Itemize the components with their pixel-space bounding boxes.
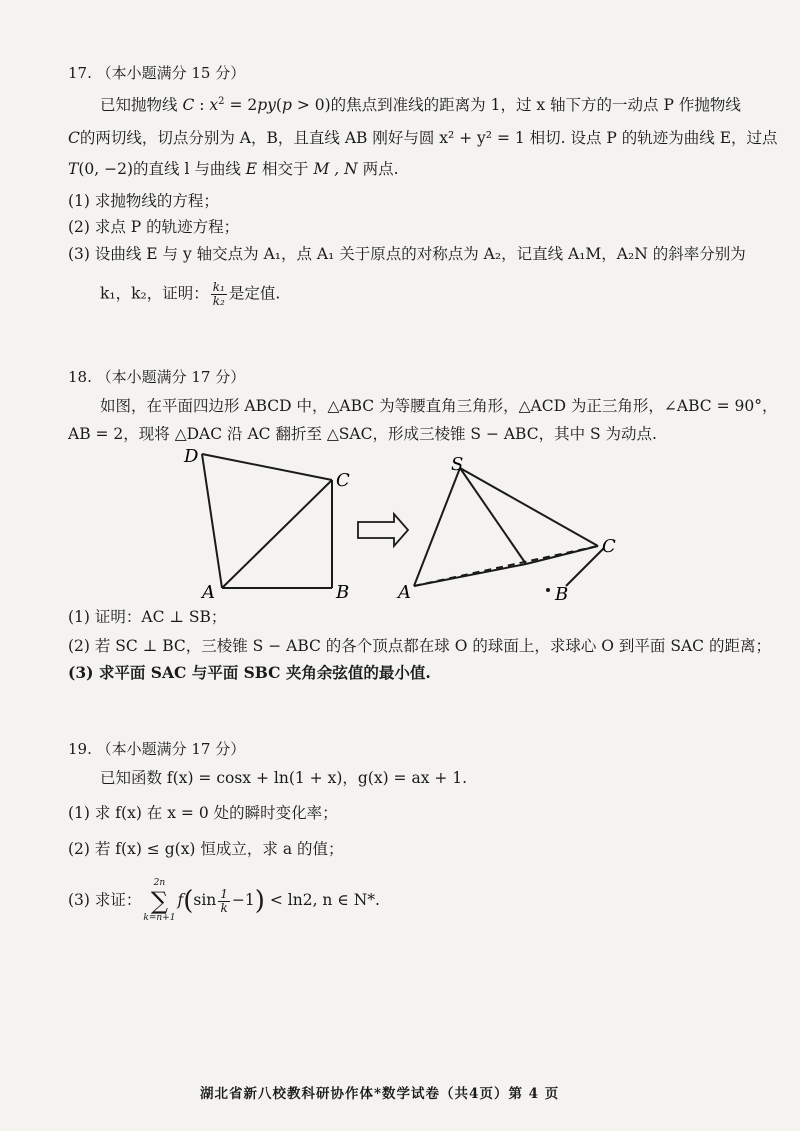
q17-ratio-fraction <box>211 281 227 308</box>
label-b-right: B <box>555 584 569 605</box>
label-c-right: C <box>602 536 616 557</box>
label-s: S <box>451 454 464 475</box>
q19-minus-one: −1 <box>231 891 255 909</box>
label-b-left: B <box>336 582 350 603</box>
q18-header: 18. （本小题满分 17 分） <box>68 368 246 386</box>
q19-part1: (1) 求 f(x) 在 x = 0 处的瞬时变化率； <box>68 804 338 822</box>
q18-stem-line2: AB = 2，现将 △DAC 沿 AC 翻折至 △SAC，形成三棱锥 S − ABC，其中 S 为动点. <box>68 425 657 443</box>
q19-summation <box>143 878 175 924</box>
figure-tetrahedron-sabc <box>414 468 604 586</box>
q17-part3-line2 <box>100 281 280 308</box>
q17-frac-den: k₂ <box>212 294 225 308</box>
q17-part2: (2) 求点 P 的轨迹方程； <box>68 218 240 236</box>
q17-part1: (1) 求抛物线的方程； <box>68 192 219 210</box>
q19-part3 <box>68 878 380 924</box>
q19-part3-suffix: < ln2, n ∈ N*. <box>264 891 380 909</box>
transform-arrow-icon <box>358 514 408 546</box>
sum-lower-limit: k=n+1 <box>143 913 176 923</box>
label-d: D <box>184 446 199 467</box>
q18-part2: (2) 若 SC ⊥ BC，三棱锥 S − ABC 的各个顶点都在球 O 的球面上，求球心 O 到平面 SAC 的距离； <box>68 637 771 655</box>
q17-curve-c: C <box>68 129 80 147</box>
q19-sin: sin <box>193 891 217 909</box>
q19-frac-den: k <box>220 900 228 915</box>
q17-part3-suffix: 是定值. <box>228 284 281 303</box>
q19-inner-fraction <box>218 888 230 915</box>
q18-part1: (1) 证明：AC ⊥ SB； <box>68 608 227 626</box>
q17-stem-3b: 相交于 <box>257 160 314 178</box>
figure-quadrilateral-abcd <box>202 454 332 588</box>
page-footer: 湖北省新八校教科研协作体*数学试卷（共4页）第 4 页 <box>200 1086 560 1102</box>
label-a-right: A <box>398 582 411 603</box>
q18-figure <box>170 440 630 610</box>
point-b-dot <box>546 588 550 592</box>
q17-frac-num: k₁ <box>212 280 225 294</box>
label-a-left: A <box>202 582 215 603</box>
q17-stem-line1 <box>100 94 741 116</box>
q17-stem-1a: 已知抛物线 <box>100 96 183 114</box>
q19-part2: (2) 若 f(x) ≤ g(x) 恒成立，求 a 的值； <box>68 840 344 858</box>
q17-stem-line3 <box>68 158 399 180</box>
q17-points-mn: M , N <box>313 160 358 178</box>
label-c-left: C <box>336 470 350 491</box>
q17-stem-line2 <box>68 127 778 149</box>
paren-open: ( <box>183 886 194 916</box>
q17-part3-line1: (3) 设曲线 E 与 y 轴交点为 A₁，点 A₁ 关于原点的对称点为 A₂，记直线 A₁M，A₂N 的斜率分别为 <box>68 245 746 263</box>
q17-stem-3a: 的直线 l 与曲线 <box>133 160 246 178</box>
q17-stem-2: 的两切线，切点分别为 A，B，且直线 AB 刚好与圆 x² + y² = 1 相切. 设点 P 的轨迹为曲线 E，过点 <box>79 129 778 147</box>
q17-parabola-eq: C : $x^2 = 2py(p > 0)$ <box>182 95 331 114</box>
q19-header: 19. （本小题满分 17 分） <box>68 740 246 758</box>
q19-stem: 已知函数 f(x) = cosx + ln(1 + x)，g(x) = ax + 1. <box>100 769 468 787</box>
q17-point-t: T(0, −2) <box>68 160 134 178</box>
q17-stem-1b: 的焦点到准线的距离为 1，过 x 轴下方的一动点 P 作抛物线 <box>330 96 741 114</box>
paren-close: ) <box>254 886 265 916</box>
q17-part3-prefix: k₁，k₂，证明： <box>100 284 209 303</box>
q18-stem-line1: 如图，在平面四边形 ABCD 中，△ABC 为等腰直角三角形，△ACD 为正三角形，∠ABC = 90°， <box>100 397 778 415</box>
q19-part3-prefix: (3) 求证： <box>68 891 142 909</box>
q17-curve-e: E <box>245 160 258 178</box>
q19-frac-num: 1 <box>220 886 228 901</box>
q17-stem-3c: 两点. <box>357 160 399 178</box>
sum-upper-limit: 2n <box>153 878 166 888</box>
q19-func-f: f <box>177 891 184 909</box>
q17-header: 17. （本小题满分 15 分） <box>68 64 246 82</box>
q18-part3: (3) 求平面 SAC 与平面 SBC 夹角余弦值的最小值. <box>68 663 431 682</box>
sigma-icon: ∑ <box>150 887 168 915</box>
